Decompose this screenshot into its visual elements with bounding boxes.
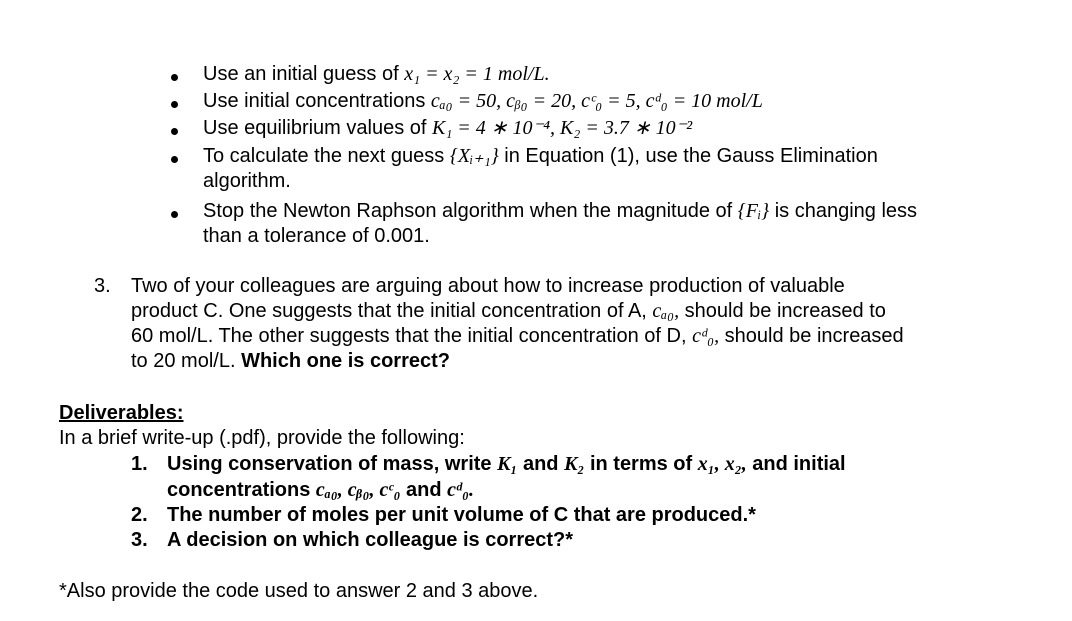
deliverables-heading: Deliverables:: [59, 402, 184, 424]
bullet-text: Use an initial guess of x₁ = x₂ = 1 mol/L.: [203, 63, 550, 85]
bullet-dot: [171, 128, 178, 135]
deliverable-number: 3.: [131, 529, 148, 551]
bullet-text: Use initial concentrations cₐ₀ = 50, cᵦ₀ = 20, cᶜ₀ = 5, cᵈ₀ = 10 mol/L: [203, 90, 763, 112]
deliverable-number: 1.: [131, 453, 148, 475]
bullet-text: Stop the Newton Raphson algorithm when the magnitude of {Fᵢ} is changing less: [203, 200, 918, 222]
question-line: 60 mol/L. The other suggests that the initial concentration of D, cᵈ₀, should be increased: [131, 325, 904, 347]
deliverable-text: Using conservation of mass, write K₁ and K₂ in terms of x₁, x₂, and initial: [167, 453, 846, 475]
bullet-dot: [171, 156, 178, 163]
bullet-text: To calculate the next guess {Xᵢ₊₁} in Equation (1), use the Gauss Elimination: [203, 145, 878, 167]
deliverables-intro: In a brief write-up (.pdf), provide the following:: [59, 427, 465, 449]
bullet-dot: [171, 74, 178, 81]
question-emphasis: Which one is correct?: [241, 350, 450, 372]
deliverable-number: 2.: [131, 504, 148, 526]
bullet-text-continued: algorithm.: [203, 170, 291, 192]
question-line: Two of your colleagues are arguing about how to increase production of valuable: [131, 275, 845, 297]
bullet-text: Use equilibrium values of K₁ = 4 ∗ 10⁻⁴, K₂ = 3.7 ∗ 10⁻²: [203, 117, 693, 139]
question-line: to 20 mol/L. Which one is correct?: [131, 350, 450, 372]
deliverable-text: The number of moles per unit volume of C that are produced.*: [167, 504, 756, 526]
bullet-dot: [171, 101, 178, 108]
footnote: *Also provide the code used to answer 2 and 3 above.: [59, 580, 539, 602]
deliverable-text: A decision on which colleague is correct?*: [167, 529, 574, 551]
bullet-text-continued: than a tolerance of 0.001.: [203, 225, 430, 247]
question-number: 3.: [94, 275, 111, 297]
bullet-dot: [171, 211, 178, 218]
question-line: product C. One suggests that the initial concentration of A, cₐ₀, should be increased to: [131, 300, 886, 322]
deliverable-text-continued: concentrations cₐ₀, cᵦ₀, cᶜ₀ and cᵈ₀.: [167, 479, 474, 501]
